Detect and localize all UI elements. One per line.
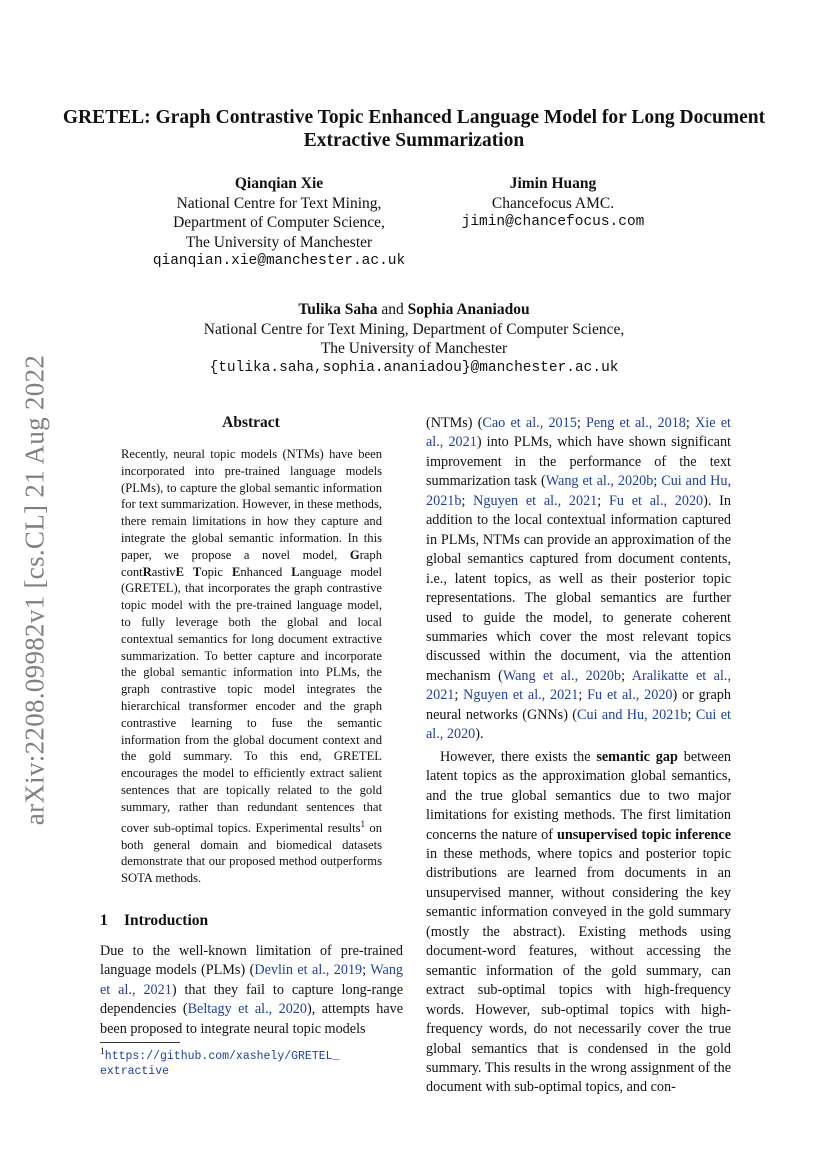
footnote-mark: 1 (100, 1046, 105, 1057)
author-block-saha-ananiadou (100, 300, 728, 378)
author-name: Qianqian Xie (234, 175, 324, 192)
intro-paragraph: However, there exists the semantic gap between latent topics as the approximation global semantics, and the true global semantics due to two major limitations for existing methods. The first limitation concerns the nature of unsupervised topic inference in these methods, where topics and posterior topic distributions are learned from documents in an unsupervised manner, without considering the key semantic information conveyed in the gold summary (mostly the abstract). Existing methods using document-word features, without accessing the semantic information of the gold summary, can extract sub-optimal topics with high-frequency words. However, sub-optimal topics with high-frequency words, do not necessarily cover the true global semantics that is condensed in the gold summary. This results in the wrong assignment of the document with sub-optimal topics, and con- (426, 748, 731, 1096)
author-name: Jimin Huang (509, 175, 597, 192)
citation-link[interactable]: Wang et al., 2020b (502, 667, 622, 684)
author-name: Tulika Saha (298, 301, 378, 318)
abstract-body: Recently, neural topic models (NTMs) have been incorporated into pre-trained language models (PLMs), to capture the global semantic information for text summarization. However, in these methods, there remain limitations in how they capture and integrate the global semantic information. In this paper, we propose a novel model, Graph contRastivE Topic Enhanced Language model (GRETEL), that incorporates the graph contrastive topic model with the pre-trained language model, to fully leverage both the global and local contextual semantics for long document extractive summarization. To better capture and incorporate the global semantic information into PLMs, the graph contrastive topic model integrates the hierarchical transformer encoder and the graph contrastive learning to fuse the semantic information from the global document context and the gold summary. To this end, GRETEL encourages the model to efficiently extract salient sentences that are topically related to the gold summary, rather than redundant sentences that cover sub-optimal topics. Experimental results$^1$ on both general domain and biomedical datasets demonstrate that our proposed method outperforms SOTA methods. (121, 447, 382, 886)
author-affiliation: The University of Manchester (320, 340, 508, 357)
author-name: Sophia Ananiadou (407, 301, 530, 318)
arxiv-identifier (8, 310, 62, 870)
author-affiliation: National Centre for Text Mining, Department of Computer Science, (203, 320, 625, 338)
arxiv-identifier-text: arXiv:2208.09982v1 [cs.CL] 21 Aug 2022 (19, 354, 50, 826)
author-affiliation: Department of Computer Science, (173, 214, 385, 231)
citation-link[interactable]: Fu et al., 2020 (608, 492, 704, 509)
citation-link[interactable]: Beltagy et al., 2020 (187, 1001, 307, 1018)
author-block-xie (126, 174, 432, 272)
citation-link[interactable]: Wang et al., 2021 (100, 962, 404, 998)
intro-right-column (426, 414, 731, 1098)
section-heading (100, 912, 208, 930)
footnote-link[interactable]: https://github.com/xashely/GRETEL_ extractive (100, 1049, 340, 1078)
author-email: jimin@chancefocus.com (461, 214, 645, 230)
citation-link[interactable]: Cui et al., 2020 (426, 706, 731, 743)
paper-title: GRETEL: Graph Contrastive Topic Enhanced Language Model for Long Document Extractive Summarization (62, 107, 766, 151)
citation-link[interactable]: Peng et al., 2018 (585, 415, 686, 431)
author-affiliation: The University of Manchester (185, 233, 373, 251)
citation-link[interactable]: Cui and Hu, 2021b (577, 706, 688, 723)
citation-link[interactable]: Cao et al., 2015 (482, 415, 577, 431)
author-email: {tulika.saha,sophia.ananiadou}@manchester.ac.uk (209, 359, 619, 376)
footnote-rule (100, 1042, 180, 1043)
citation-link[interactable]: Nguyen et al., 2021 (473, 492, 598, 509)
author-affiliation: National Centre for Text Mining, (176, 194, 382, 212)
footnote[interactable] (100, 1044, 400, 1079)
author-block-huang (430, 174, 676, 233)
author-affiliation: Chancefocus AMC. (491, 194, 615, 212)
citation-link[interactable]: Devlin et al., 2019 (254, 962, 363, 979)
citation-link[interactable]: Fu et al., 2020 (587, 687, 673, 704)
citation-link[interactable]: Aralikatte et al., 2021 (426, 667, 732, 704)
author-email: qianqian.xie@manchester.ac.uk (152, 253, 406, 269)
intro-paragraph: (NTMs) (Cao et al., 2015; Peng et al., 2018; Xie et al., 2021) into PLMs, which have shown significant improvement in the performance of the text summarization task (Wang et al., 2020b; Cui and Hu, 2021b; Nguyen et al., 2021; Fu et al., 2020). In addition to the local contextual information captured in PLMs, NTMs can provide an approximation of the global semantics captured from document contents, i.e., latent topics, as well as their posterior topic representations. The global semantics are further used to guide the model, to generate coherent summaries which cover the most relevant topics discussed within the document, via the attention mechanism (Wang et al., 2020b; Aralikatte et al., 2021; Nguyen et al., 2021; Fu et al., 2020) or graph neural networks (GNNs) (Cui and Hu, 2021b; Cui et al., 2020). (426, 415, 732, 743)
author-conjunction: and (381, 301, 404, 318)
citation-link[interactable]: Xie et al., 2021 (426, 415, 731, 451)
intro-paragraph-left: Due to the well-known limitation of pre-trained language models (PLMs) (Devlin et al., 2019; Wang et al., 2021) that they fail to capture long-range dependencies (Beltagy et al., 2020), attempts have been proposed to integrate neural topic models (100, 943, 404, 1037)
abstract-heading: Abstract (222, 414, 280, 431)
section-title: Introduction (124, 912, 209, 929)
citation-link[interactable]: Cui and Hu, 2021b (426, 473, 731, 509)
section-number: 1 (100, 912, 108, 929)
citation-link[interactable]: Nguyen et al., 2021 (463, 687, 579, 704)
citation-link[interactable]: Wang et al., 2020b (545, 473, 654, 490)
